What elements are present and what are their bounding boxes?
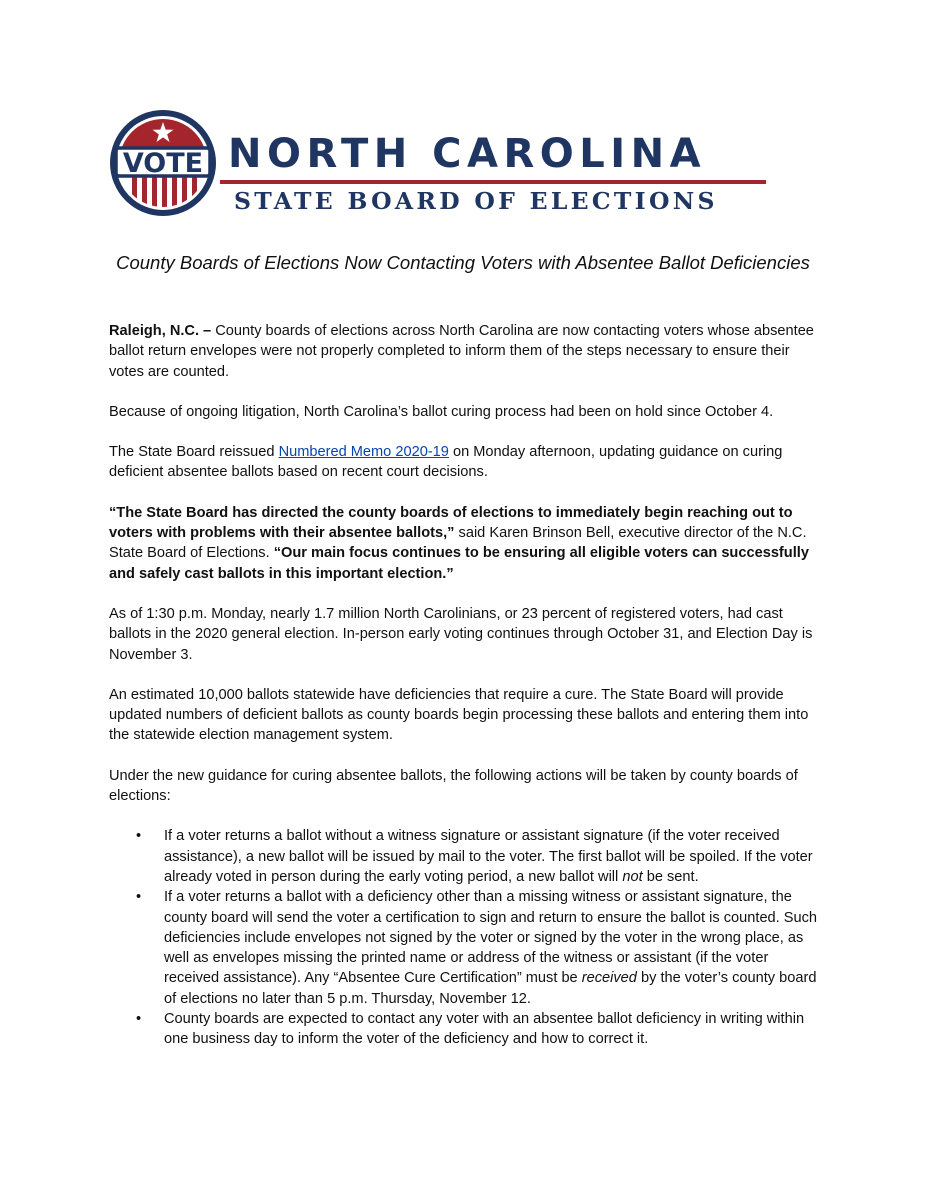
paragraph-litigation: Because of ongoing litigation, North Carolina’s ballot curing process had been on hold since October 4. — [109, 403, 774, 420]
letterhead — [108, 108, 768, 220]
intro-text: County boards of elections across North Carolina are now contacting voters whose absentee ballot return envelopes were not properly completed to inform them of the steps necessary to ensure their votes are counted. — [109, 323, 814, 380]
paragraph-memo — [109, 442, 821, 483]
list-item: • County boards are expected to contact any voter with an absentee ballot deficiency in writing within one business day to inform the voter of the deficiency and how to correct it. — [136, 1011, 805, 1048]
dateline: Raleigh, N.C. – — [109, 323, 212, 339]
paragraph-intro — [109, 321, 821, 382]
bullet-icon: • — [136, 828, 142, 845]
vote-seal-logo — [108, 108, 218, 218]
memo-text-after: on Monday afternoon, updating guidance on curing deficient absentee ballots based on recent court decisions. — [109, 444, 783, 481]
numbered-memo-link[interactable]: Numbered Memo 2020-19 — [278, 444, 449, 461]
list-item: • If a voter returns a ballot without a witness signature or assistant signature (if the voter received assistance), a new ballot will be issued by mail to the voter. The first ballot will be spoiled. If the voter already voted in person during the early voting period, a new ballot will not be sent. — [136, 828, 813, 885]
org-subtitle: STATE BOARD OF ELECTIONS — [234, 187, 718, 215]
header-divider — [220, 180, 766, 184]
paragraph-turnout: As of 1:30 p.m. Monday, nearly 1.7 million North Carolinians, or 23 percent of registered voters, had cast ballots in the 2020 general election. In-person early voting continues through October 31, and Election Day is November 3. — [109, 605, 813, 663]
guidance-list — [109, 826, 821, 1049]
memo-text-before: The State Board reissued — [109, 444, 275, 461]
quote-attribution: said Karen Brinson Bell, executive director of the N.C. State Board of Elections. — [109, 525, 807, 562]
bullet-icon: • — [136, 889, 142, 906]
quote-part-1: “The State Board has directed the county boards of elections to immediately begin reaching out to voters with problems with their absentee ballots,” — [109, 504, 793, 542]
paragraph-deficiencies: An estimated 10,000 ballots statewide have deficiencies that require a cure. The State Board will provide updated numbers of deficient ballots as county boards begin processing these ballots and entering them into the statewide election management system. — [109, 686, 809, 744]
paragraph-guidance-intro: Under the new guidance for curing absentee ballots, the following actions will be taken by county boards of elections: — [109, 767, 798, 805]
bullet-icon: • — [136, 1011, 142, 1028]
press-release-body — [109, 321, 821, 1050]
paragraph-quote — [109, 503, 821, 584]
list-item: • If a voter returns a ballot with a deficiency other than a missing witness or assistant signature, the county board will send the voter a certification to sign and return to ensure the ballot is counted. Such deficiencies include envelopes not signed by the voter or signed by the voter in the wrong place, as well as envelopes missing the printed name or address of the witness or assistant (if the voter received assistance). Any “Absentee Cure Certification” must be received by the voter’s county board of elections no later than 5 p.m. Thursday, November 12. — [136, 889, 818, 1007]
quote-part-2: “Our main focus continues to be ensuring all eligible voters can successfully and safely cast ballots in this important election.” — [109, 545, 809, 582]
seal-word: VOTE — [122, 148, 204, 179]
page-title: County Boards of Elections Now Contacting Voters with Absentee Ballot Deficiencies — [116, 252, 810, 273]
org-name: NORTH CAROLINA — [228, 131, 707, 177]
